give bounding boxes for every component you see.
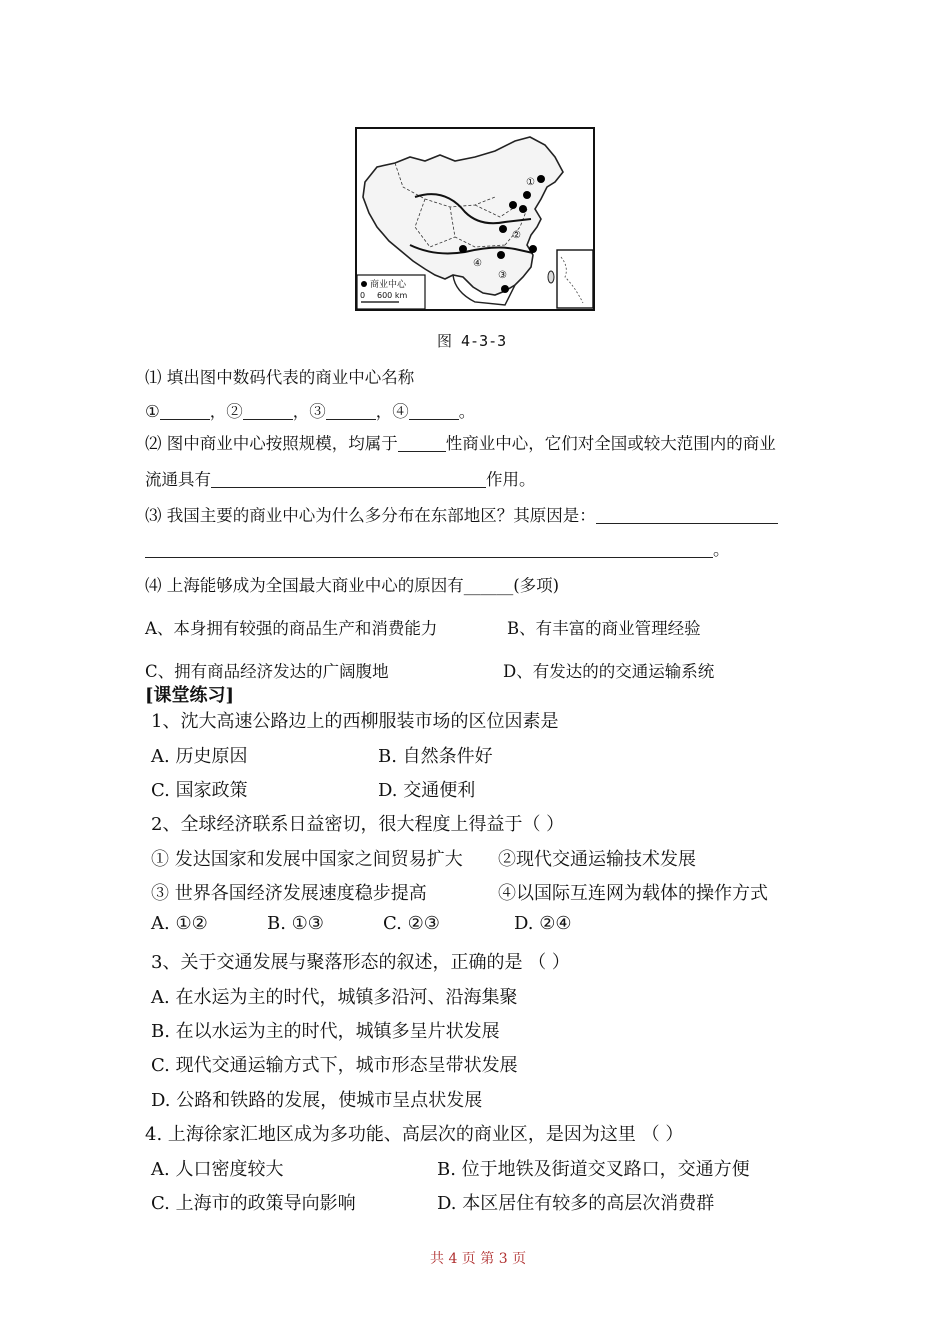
p1-option-c[interactable]: C. 国家政策 (151, 780, 248, 801)
q2-text-c: 流通具有 (145, 470, 211, 489)
p2-option-a[interactable]: A. ①② (151, 913, 208, 934)
center-dot-xian (499, 225, 507, 233)
q1-blank-2[interactable] (243, 401, 293, 420)
p4-stem: 4. 上海徐家汇地区成为多功能、高层次的商业区，是因为这里 （ ） (145, 1124, 684, 1145)
page-footer: 共 4 页 第 3 页 (430, 1251, 527, 1267)
q1-blank-1[interactable] (160, 401, 210, 420)
map-marker-1: ① (526, 177, 535, 188)
p1-option-d[interactable]: D. 交通便利 (378, 780, 476, 801)
map-marker-4: ④ (473, 258, 482, 269)
q1-sep: ， (292, 402, 310, 421)
q4-prompt (145, 572, 559, 596)
q4-option-a[interactable]: A、本身拥有较强的商品生产和消费能力 (145, 619, 438, 638)
center-dot-wuhan (497, 251, 505, 259)
q3-blank-2[interactable] (145, 539, 713, 558)
p3-option-d[interactable]: D. 公路和铁路的发展，使城市呈点状发展 (151, 1090, 483, 1111)
q1-num-2: ② (226, 402, 243, 421)
p2-item-2: ②现代交通运输技术发展 (498, 849, 696, 870)
q2-blank-2[interactable] (211, 469, 486, 488)
p1-option-b[interactable]: B. 自然条件好 (378, 746, 493, 767)
scale-label: 600 km (377, 291, 408, 300)
q4-option-b[interactable]: B、有丰富的商业管理经验 (507, 619, 701, 638)
figure-caption: 图 4-3-3 (437, 332, 507, 350)
p3-option-a[interactable]: A. 在水运为主的时代，城镇多沿河、沿海集聚 (151, 987, 518, 1008)
p2-stem: 2、全球经济联系日益密切，很大程度上得益于（ ） (151, 814, 565, 835)
legend-label: 商业中心 (370, 280, 407, 290)
q3-prompt: ⑶ 我国主要的商业中心为什么多分布在东部地区？其原因是： (145, 506, 596, 525)
p4-option-c[interactable]: C. 上海市的政策导向影响 (151, 1193, 356, 1214)
q2-blank-1[interactable] (398, 433, 446, 452)
q2-text-b: 性商业中心，它们对全国或较大范围内的商业 (445, 434, 776, 453)
q1-num-1: ① (145, 402, 160, 421)
q3-line-2 (145, 536, 730, 560)
q4-option-d[interactable]: D、有发达的的交通运输系统 (503, 662, 715, 681)
q4-multi-note: (多项) (513, 576, 560, 595)
p1-option-a[interactable]: A. 历史原因 (151, 746, 248, 767)
q1-sep: ， (209, 402, 227, 421)
q2-line-2 (145, 466, 536, 490)
q4-blank[interactable]: ______ (463, 576, 514, 595)
center-dot-tianjin (519, 205, 527, 213)
center-dot-shanghai (529, 245, 537, 253)
q4-prompt-text: ⑷ 上海能够成为全国最大商业中心的原因有 (145, 576, 464, 595)
p4-option-b[interactable]: B. 位于地铁及街道交叉路口，交通方便 (437, 1159, 750, 1180)
p3-option-c[interactable]: C. 现代交通运输方式下，城市形态呈带状发展 (151, 1055, 518, 1076)
center-dot-beijing (509, 201, 517, 209)
p2-item-3: ③ 世界各国经济发展速度稳步提高 (151, 883, 427, 904)
p2-option-b[interactable]: B. ①③ (267, 913, 324, 934)
p4-option-d[interactable]: D. 本区居住有较多的高层次消费群 (437, 1193, 715, 1214)
q4-option-c[interactable]: C、拥有商品经济发达的广阔腹地 (145, 662, 389, 681)
p2-option-d[interactable]: D. ②④ (514, 913, 572, 934)
map-marker-3: ③ (498, 270, 507, 281)
p2-option-c[interactable]: C. ②③ (383, 913, 440, 934)
q1-blank-3[interactable] (326, 401, 376, 420)
practice-heading: [课堂练习] (145, 685, 235, 706)
q1-sep: ， (375, 402, 393, 421)
q1-prompt: ⑴ 填出图中数码代表的商业中心名称 (145, 368, 415, 387)
p2-item-1: ① 发达国家和发展中国家之间贸易扩大 (151, 849, 463, 870)
q1-blank-4[interactable] (409, 401, 459, 420)
p2-item-4: ④以国际互连网为载体的操作方式 (498, 883, 768, 904)
taiwan-shape (548, 271, 554, 283)
p3-option-b[interactable]: B. 在以水运为主的时代，城镇多呈片状发展 (151, 1021, 500, 1042)
legend-dot (361, 281, 367, 287)
center-dot-shenyang (523, 191, 531, 199)
center-dot-guangzhou (501, 285, 509, 293)
center-dot-harbin (537, 175, 545, 183)
south-sea-inset (557, 250, 593, 308)
q1-end: 。 (458, 402, 476, 421)
scale-zero: 0 (360, 291, 366, 300)
q3-end: 。 (713, 540, 730, 559)
china-commerce-map (355, 127, 595, 311)
p1-stem: 1、沈大高速公路边上的西柳服装市场的区位因素是 (151, 711, 559, 732)
q2-text-d: 作用。 (486, 470, 536, 489)
q1-num-4: ④ (392, 402, 409, 421)
map-marker-2: ② (512, 230, 521, 241)
p3-stem: 3、关于交通发展与聚落形态的叙述，正确的是 （ ） (151, 952, 570, 973)
center-dot-chongqing (459, 245, 467, 253)
q1-answers-line (145, 398, 475, 422)
q1-num-3: ③ (309, 402, 326, 421)
q3-blank-1[interactable] (596, 505, 778, 524)
p4-option-a[interactable]: A. 人口密度较大 (151, 1159, 284, 1180)
q2-line-1 (145, 430, 776, 454)
q3-line-1 (145, 502, 778, 526)
q2-text-a: ⑵ 图中商业中心按照规模，均属于 (145, 434, 398, 453)
